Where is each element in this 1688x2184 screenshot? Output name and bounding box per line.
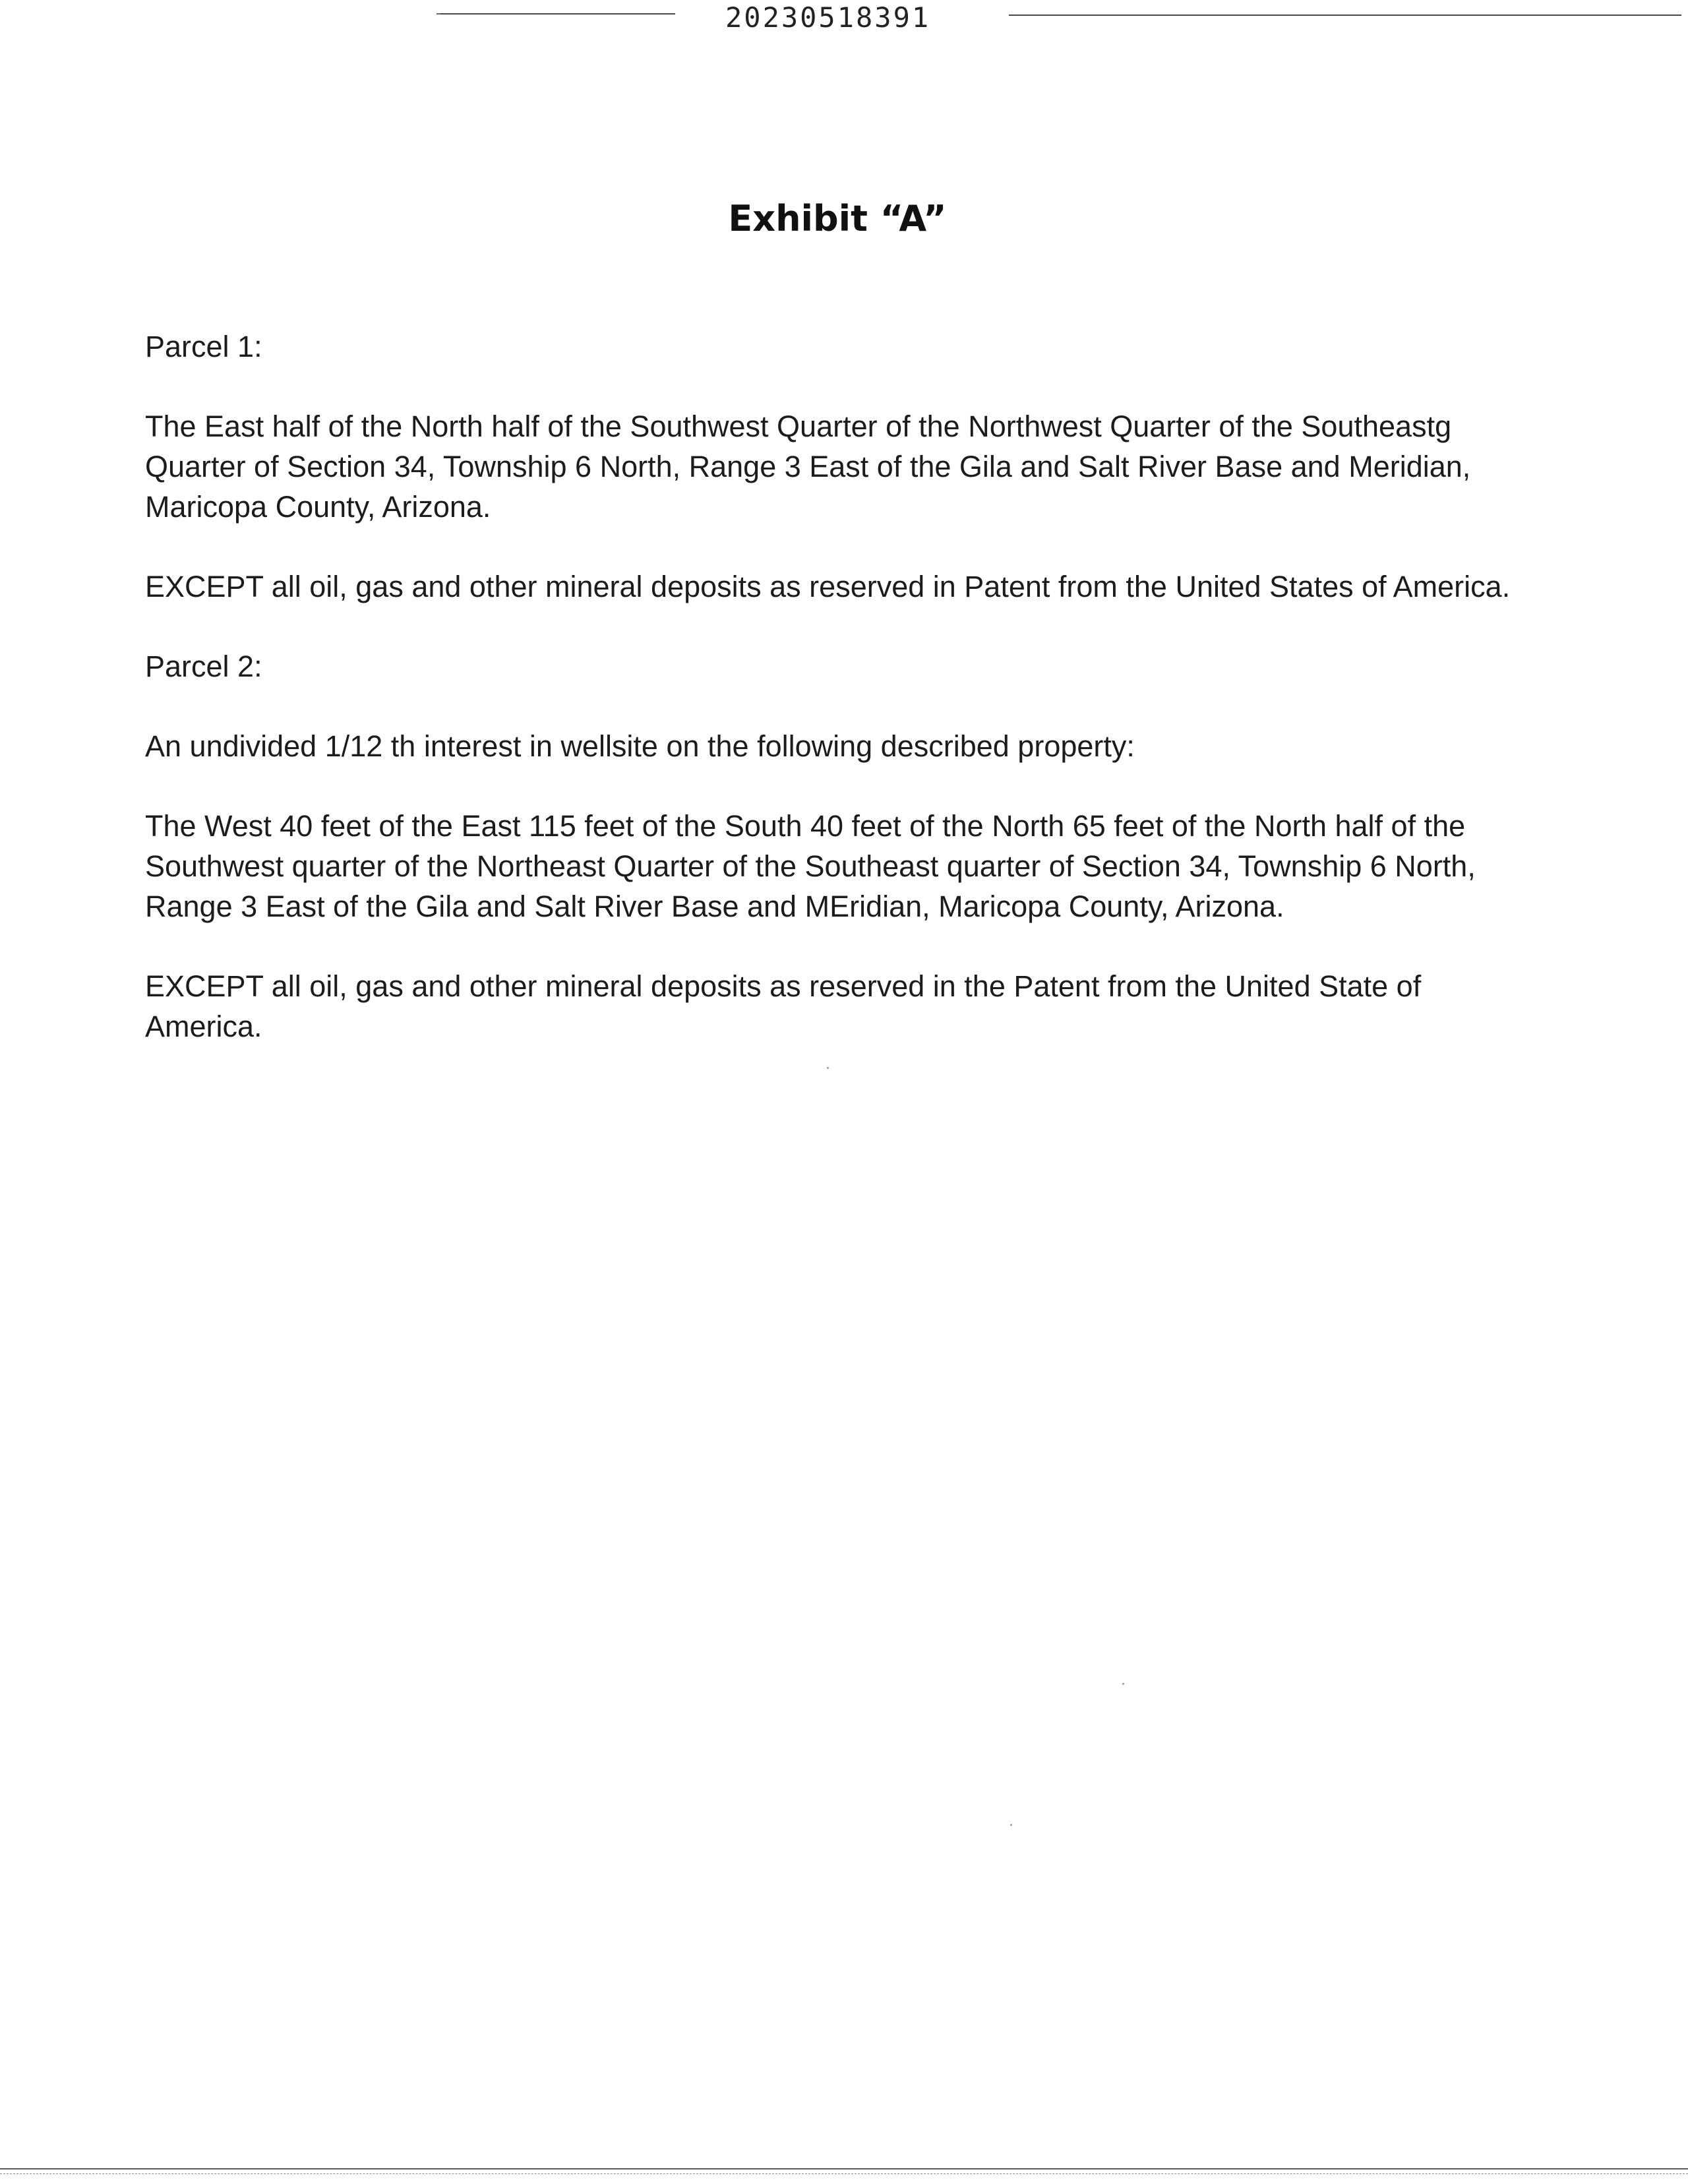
scan-speck	[1122, 1683, 1124, 1685]
header-rule-right	[1009, 15, 1681, 16]
parcel-2-description: The West 40 feet of the East 115 feet of the South 40 feet of the North 65 feet of the North half of the Southwest quarter of the Northeast Quarter of the Southeast quarter of Section 34, Township 6 North, Range 3 East of the Gila and Salt River Base and MEridian, Maricopa County, Arizona.	[145, 809, 1476, 923]
parcel-2-heading: Parcel 2:	[145, 650, 262, 683]
parcel-2-interest: An undivided 1/12 th interest in wellsite on the following described property:	[145, 729, 1135, 763]
exhibit-title: Exhibit “A”	[728, 198, 947, 239]
parcel-1-heading: Parcel 1:	[145, 330, 262, 363]
footer-rule	[0, 2168, 1688, 2169]
parcel-1-description: The East half of the North half of the Southwest Quarter of the Northwest Quarter of the Southeastg Quarter of Section 34, Township 6 North, Range 3 East of the Gila and Salt River Base and Meridian, Maricopa County, Arizona.	[145, 410, 1471, 524]
scan-speck	[1010, 1824, 1012, 1826]
header-rule-left	[440, 13, 675, 15]
scan-speck	[827, 1067, 829, 1069]
legal-description	[145, 326, 1543, 1086]
recording-number: 20230518391	[725, 1, 931, 34]
parcel-1-exception: EXCEPT all oil, gas and other mineral deposits as reserved in Patent from the United States of America.	[145, 570, 1511, 603]
parcel-2-exception: EXCEPT all oil, gas and other mineral deposits as reserved in the Patent from the United State of America.	[145, 969, 1422, 1043]
footer-rule-dashed	[0, 2173, 1688, 2174]
